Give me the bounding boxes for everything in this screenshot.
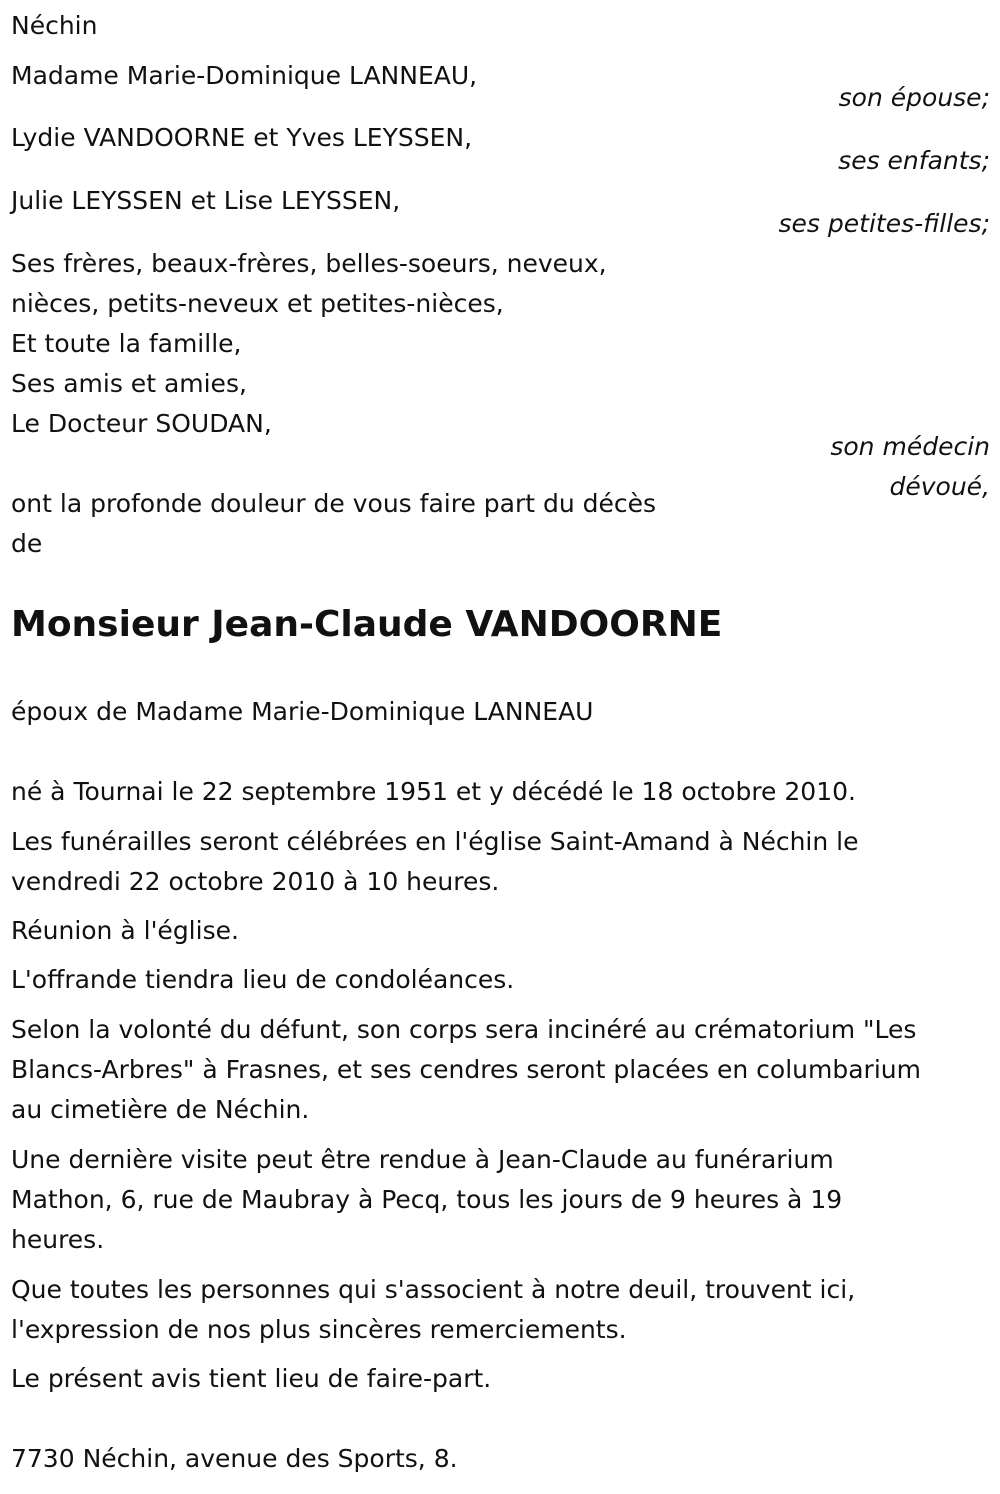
deceased-name: Monsieur Jean-Claude VANDOORNE [11, 604, 723, 645]
announcement-text-cont: de [11, 529, 43, 558]
visit-text-cont: Mathon, 6, rue de Maubray à Pecq, tous les jours de 9 heures à 19 [11, 1185, 843, 1214]
deceased-spouse-line: époux de Madame Marie-Dominique LANNEAU [11, 697, 594, 726]
cremation-text: Selon la volonté du défunt, son corps sera incinéré au crématorium "Les [11, 1015, 917, 1044]
relatives-line: Et toute la famille, [11, 329, 242, 358]
meeting-text: Réunion à l'église. [11, 916, 239, 945]
announcement-text: ont la profonde douleur de vous faire part du décès [11, 489, 657, 518]
birth-death-line: né à Tournai le 22 septembre 1951 et y décédé le 18 octobre 2010. [11, 777, 856, 806]
cremation-text-cont: au cimetière de Néchin. [11, 1095, 310, 1124]
address-text: 7730 Néchin, avenue des Sports, 8. [11, 1444, 458, 1473]
notice-text: Le présent avis tient lieu de faire-part. [11, 1364, 492, 1393]
visit-text: Une dernière visite peut être rendue à Jean-Claude au funérarium [11, 1145, 834, 1174]
thanks-text-cont: l'expression de nos plus sincères remerciements. [11, 1315, 627, 1344]
relatives-line: Ses frères, beaux-frères, belles-soeurs, neveux, [11, 249, 607, 278]
cremation-text-cont: Blancs-Arbres" à Frasnes, et ses cendres seront placées en columbarium [11, 1055, 921, 1084]
children-names: Lydie VANDOORNE et Yves LEYSSEN, [11, 123, 473, 152]
children-relation: ses enfants; [838, 146, 990, 175]
doctor-relation: son médecin [830, 432, 990, 461]
place-heading: Néchin [11, 11, 98, 40]
thanks-text: Que toutes les personnes qui s'associent à notre deuil, trouvent ici, [11, 1275, 856, 1304]
grandchildren-names: Julie LEYSSEN et Lise LEYSSEN, [11, 186, 401, 215]
relatives-line: Ses amis et amies, [11, 369, 247, 398]
doctor-name: Le Docteur SOUDAN, [11, 409, 272, 438]
funeral-text-cont: vendredi 22 octobre 2010 à 10 heures. [11, 867, 500, 896]
offering-text: L'offrande tiendra lieu de condoléances. [11, 965, 515, 994]
funeral-text: Les funérailles seront célébrées en l'église Saint-Amand à Néchin le [11, 827, 859, 856]
spouse-name: Madame Marie-Dominique LANNEAU, [11, 61, 478, 90]
spouse-relation: son épouse; [838, 83, 990, 112]
doctor-relation-cont: dévoué, [889, 472, 990, 501]
grandchildren-relation: ses petites-filles; [778, 209, 990, 238]
relatives-line: nièces, petits-neveux et petites-nièces, [11, 289, 504, 318]
visit-text-cont: heures. [11, 1225, 105, 1254]
